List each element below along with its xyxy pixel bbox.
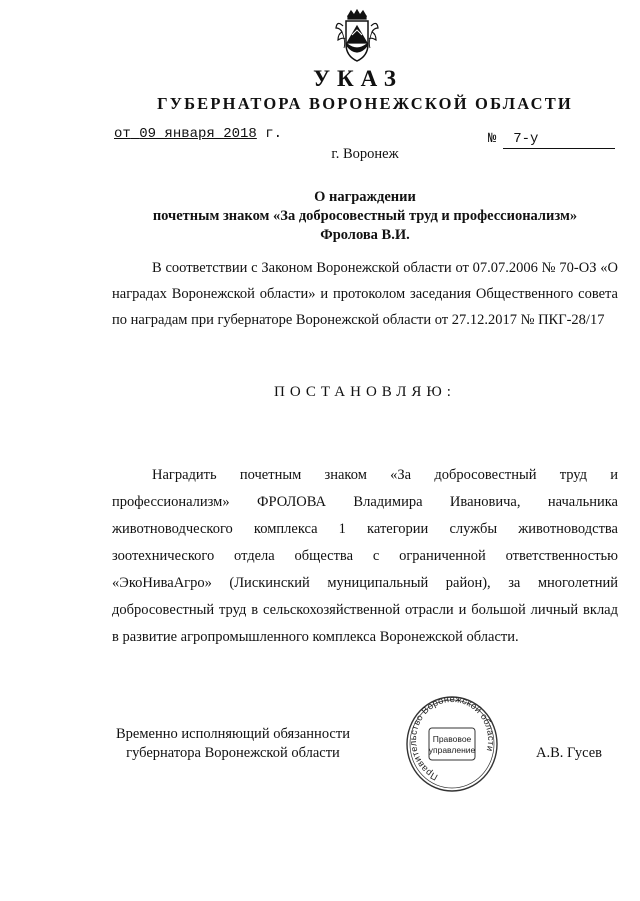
svg-text:управление: управление	[428, 745, 476, 755]
document-city: г. Воронеж	[331, 146, 399, 162]
signatory-name: А.В. Гусев	[536, 745, 602, 761]
document-subtitle: ГУБЕРНАТОРА ВОРОНЕЖСКОЙ ОБЛАСТИ	[157, 94, 573, 113]
order-paragraph: Наградить почетным знаком «За добросовестный труд и профессионализм» ФРОЛОВА Владимира Ивановича, начальника животноводческого комплекса 1 категории службы животноводства зоотехнического отдела общества с ограниченной ответственностью «ЭкоНиваАгро» (Лискинский муниципальный район), за многолетний добросовестный труд в сельскохозяйственной отрасли и большой личный вклад в развитие агропромышленного комплекса Воронежской области.	[112, 467, 618, 645]
signatory-title: Временно исполняющий обязанности губернатора Воронежской области	[116, 726, 350, 761]
subject-line-3: Фролова В.И.	[320, 227, 410, 243]
subject-line-1: О награждении	[314, 189, 416, 205]
document-subject	[0, 188, 640, 245]
stamp-icon	[404, 694, 500, 794]
svg-text:Правительство Воронежской обла: Правительство Воронежской области	[407, 694, 497, 783]
document-title: УКАЗ	[313, 66, 403, 91]
preamble-paragraph: В соответствии с Законом Воронежской области от 07.07.2006 № 70-ОЗ «О наградах Воронежской области» и протоколом заседания Общественного совета по наградам при губернаторе Воронежской области от 27.12.2017 № ПКГ-28/17	[112, 260, 618, 328]
subject-line-2: почетным знаком «За добросовестный труд и профессионализм»	[152, 208, 578, 224]
document-date: от 09 января 2018 г.	[114, 126, 283, 142]
decree-heading: ПОСТАНОВЛЯЮ:	[274, 384, 456, 400]
coat-of-arms-icon	[334, 8, 380, 64]
svg-text:Правовое: Правовое	[432, 734, 472, 744]
document-number: № 7-у	[488, 131, 539, 147]
